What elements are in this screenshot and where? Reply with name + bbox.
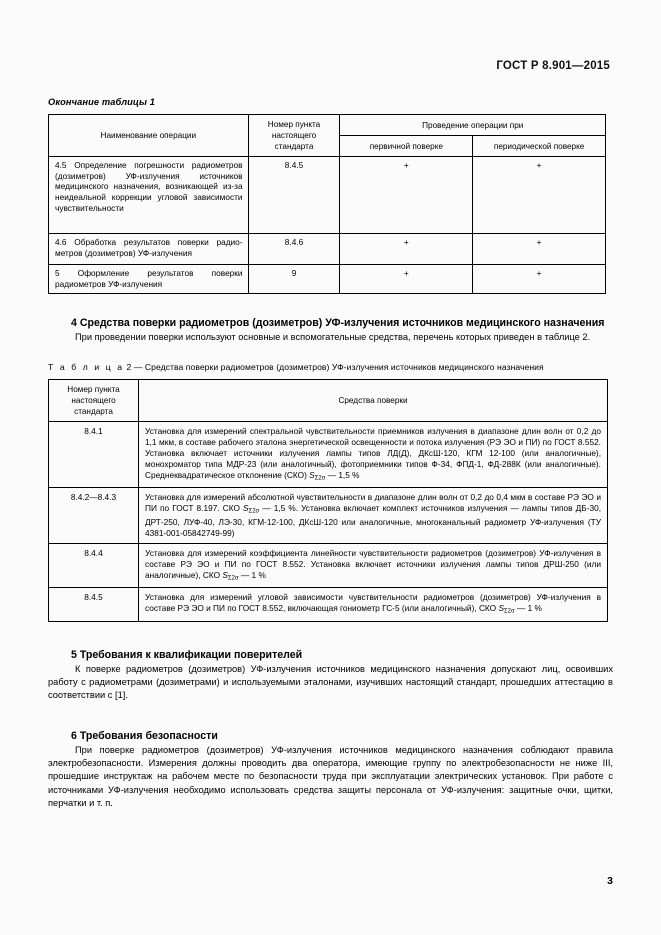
table-row (49, 265, 606, 293)
means-symbol: S (242, 503, 249, 514)
means-subscript: Σ2σ (227, 575, 239, 582)
section-6-heading: 6 Требования безопасности (71, 730, 218, 743)
table2-row (49, 588, 608, 621)
row-clause-number: 8.4.6 (248, 234, 340, 265)
row-verification-means (139, 488, 608, 543)
section-6-paragraph: При поверке радиометров (дозиметров) УФ-излучения источников медицинского назначения соблюдают правила электробезопасности. Измерения должны проводить два оператора, имеющие группу по электробезопасности не ниже III, прошедшие инструктаж на рабочем месте по безопасности труда при эксплуатации электрических установок. При работе с источниками УФ-излучения необходимо использовать средства защиты персонала от УФ-излучения: защитные очки, щитки, перчатки и т. п. (48, 745, 613, 808)
section-6 (48, 730, 613, 744)
table2-caption-prefix: Т а б л и ц а (48, 361, 125, 372)
header-operation-performed-at: Проведение операции при (340, 115, 606, 136)
row-verification-means (139, 588, 608, 621)
means-text-before: Установка для измерений спектральной чувствительности приемников излучения в диапазоне длин волн от 0,2 до 1,1 мкм, в составе рабочего эталона энергетической освещенности и потока излучения (РЭ ЭО и ПИ) по ГОСТ 8.552. Установка включает источники излучения лампы типов ЛД(Д), ДКсШ-120, КГМ 12-100 (или аналогичные), монохроматор типа МДР-23 (или аналогичный), фотоприемники типов Ф-34, ФПД-1, ФД-288К (или аналогичные). Среднеквадратическое отклонение (СКО) (145, 426, 601, 480)
verification-operations-table (48, 114, 606, 294)
row-periodic-mark: + (473, 265, 606, 293)
verification-means-table (48, 379, 608, 622)
section-4-heading: 4 Средства поверки радиометров (дозиметров) УФ-излучения источников медицинского назначения (71, 316, 605, 329)
header-clause-number: Номер пункта настоящего стандарта (49, 379, 139, 421)
table-row (49, 234, 606, 265)
table2-caption (48, 362, 613, 372)
means-text-after: — 1 % (238, 569, 266, 580)
row-clause-number: 8.4.1 (49, 422, 139, 488)
means-symbol: S (222, 569, 228, 580)
section-5-paragraph: К поверке радиометров (дозиметров) УФ-излучения источников медицинского назначения допускают лиц, освоивших работу с радиометрами (дозиметрами) и используемыми эталонами, изучивших настоящий стандарт, прошедших аттестацию в соответствии с [1]. (48, 663, 613, 700)
header-periodic-verification: периодической поверке (473, 136, 606, 157)
row-periodic-mark: + (473, 157, 606, 234)
means-symbol: S (309, 469, 315, 480)
means-subscript: Σ2σ (503, 608, 515, 615)
row-verification-means (139, 422, 608, 488)
means-text-before: Установка для измерений абсолютной чувствительности в диапазоне длин волн от 0,2 до 0,4 мкм в составе РЭ ЭО и ПИ по ГОСТ 8.197. СКО (145, 492, 601, 514)
means-text-before: Установка для измерений угловой зависимости чувствительности радиометров (дозиметров) УФ-излучения в составе РЭ ЭО и ПИ по ГОСТ 8.552, включающая гониометр ГС-5 (или аналогичный), СКО (145, 592, 601, 614)
section-4-paragraph: При проведении поверки используют основные и вспомогательные средства, перечень которых приведен в таблице 2. (75, 331, 591, 342)
document-standard-header: ГОСТ Р 8.901—2015 (496, 60, 610, 72)
page-number: 3 (607, 875, 613, 887)
header-primary-verification: первичной поверке (340, 136, 473, 157)
section-5 (48, 649, 613, 663)
header-operation-name: Наименование операции (49, 115, 249, 157)
means-text-after: — 1,5 %. Установка включает комплект источников излучения — лампы типов ДБ-30, ДРТ-250, ЛУФ-40, ЛЭ-30, КГМ-12-100, ДКсШ-120 или аналогичные, многоканальный радиометр УФ-излучения (ТУ 4381-001-05842749-99) (145, 503, 602, 538)
row-operation-name: 5 Оформление результатов поверки радиометров УФ-излучения (49, 265, 249, 293)
means-subscript: Σ2σ (314, 475, 326, 482)
means-text-after: — 1 % (514, 603, 542, 614)
section-4 (48, 317, 613, 331)
row-periodic-mark: + (473, 234, 606, 265)
row-clause-number: 8.4.4 (49, 543, 139, 587)
table-row (49, 157, 606, 234)
row-primary-mark: + (340, 157, 473, 234)
row-clause-number: 8.4.5 (49, 588, 139, 621)
header-clause-number: Номер пункта настоящего стандарта (248, 115, 340, 157)
header-verification-means: Средства поверки (139, 379, 608, 421)
means-subscript: Σ2σ (248, 508, 260, 515)
means-symbol: S (498, 603, 504, 614)
row-primary-mark: + (340, 265, 473, 293)
table2-row (49, 422, 608, 488)
row-verification-means (139, 543, 608, 587)
table2-header-row (49, 379, 608, 421)
row-clause-number: 8.4.2—8.4.3 (49, 488, 139, 543)
row-operation-name: 4.6 Обработка результатов поверки радиометров (дозиметров) УФ-излучения (49, 234, 249, 265)
row-clause-number: 8.4.5 (248, 157, 340, 234)
section-5-heading: 5 Требования к квалификации поверителей (71, 648, 303, 661)
table1-continuation-caption: Окончание таблицы 1 (48, 97, 156, 107)
table-header-row (49, 115, 606, 136)
table2-caption-rest: 2 — Средства поверки радиометров (дозиметров) УФ-излучения источников медицинского назначения (126, 361, 544, 372)
means-text-before: Установка для измерений коэффициента линейности чувствительности радиометров (дозиметров) УФ-излучения в составе РЭ ЭО и ПИ по ГОСТ 8.552. Установка включает источники излучения лампы типов ДРШ-250 (или аналогичные), СКО (145, 547, 601, 580)
row-clause-number: 9 (248, 265, 340, 293)
page-content (48, 0, 613, 810)
means-text-after: — 1,5 % (325, 469, 360, 480)
row-primary-mark: + (340, 234, 473, 265)
row-operation-name: 4.5 Определение погрешности радиометров (дозиметров) УФ-излучения источников медицинского назначения, возникающей из-за неидеальной коррекции угловой зависимости чувствительности (49, 157, 249, 234)
table2-row (49, 488, 608, 543)
table2-row (49, 543, 608, 587)
